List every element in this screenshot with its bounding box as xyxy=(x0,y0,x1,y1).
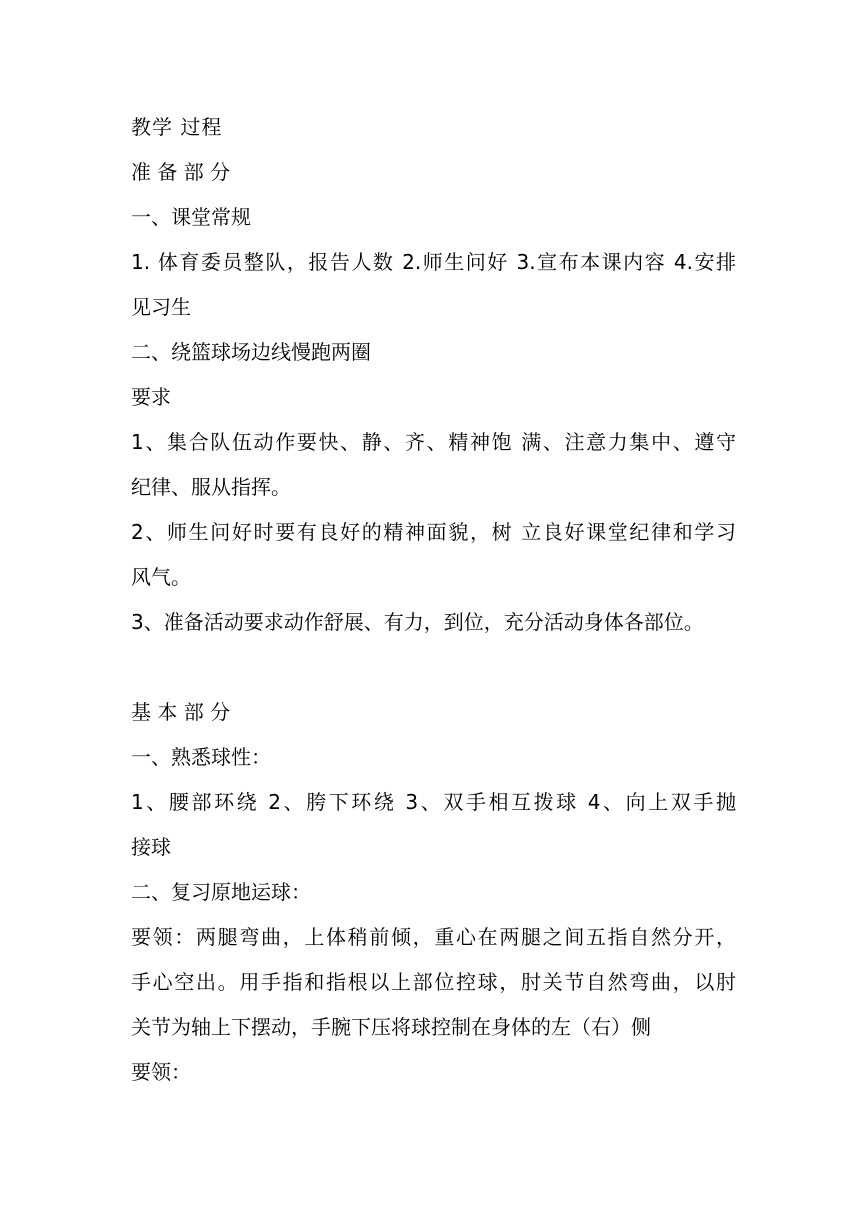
heading-basic-part: 基 本 部 分 xyxy=(131,700,231,724)
paragraph-line: 见习生 xyxy=(131,295,191,319)
paragraph-line: 3、准备活动要求动作舒展、有力，到位，充分活动身体各部位。 xyxy=(131,610,704,634)
section-dribbling-review: 二、复习原地运球： xyxy=(131,880,311,904)
paragraph-line: 风气。 xyxy=(131,565,191,589)
heading-teaching-process: 教学 过程 xyxy=(131,115,223,139)
section-classroom-routine: 一、课堂常规 xyxy=(131,205,251,229)
paragraph-line: 关节为轴上下摆动，手腕下压将球控制在身体的左（右）侧 xyxy=(131,1015,651,1039)
heading-preparation-part: 准 备 部 分 xyxy=(131,160,231,184)
section-ball-familiarity: 一、熟悉球性： xyxy=(131,745,271,769)
paragraph-line: 1. 体育委员整队，报告人数 2.师生问好 3.宣布本课内容 4.安排 xyxy=(131,250,736,274)
paragraph-line: 要领：两腿弯曲，上体稍前倾，重心在两腿之间五指自然分开， xyxy=(131,925,736,949)
section-warmup-jog: 二、绕篮球场边线慢跑两圈 xyxy=(131,340,371,364)
paragraph-line: 1、集合队伍动作要快、静、齐、精神饱 满、注意力集中、遵守 xyxy=(131,430,736,454)
paragraph-line: 纪律、服从指挥。 xyxy=(131,475,291,499)
paragraph-line: 接球 xyxy=(131,835,171,859)
paragraph-line: 手心空出。用手指和指根以上部位控球，肘关节自然弯曲，以肘 xyxy=(131,970,736,994)
paragraph-line: 2、师生问好时要有良好的精神面貌，树 立良好课堂纪律和学习 xyxy=(131,520,736,544)
label-key-points: 要领： xyxy=(131,1060,191,1084)
label-requirements: 要求 xyxy=(131,385,171,409)
paragraph-line: 1、腰部环绕 2、胯下环绕 3、双手相互拨球 4、向上双手抛 xyxy=(131,790,736,814)
